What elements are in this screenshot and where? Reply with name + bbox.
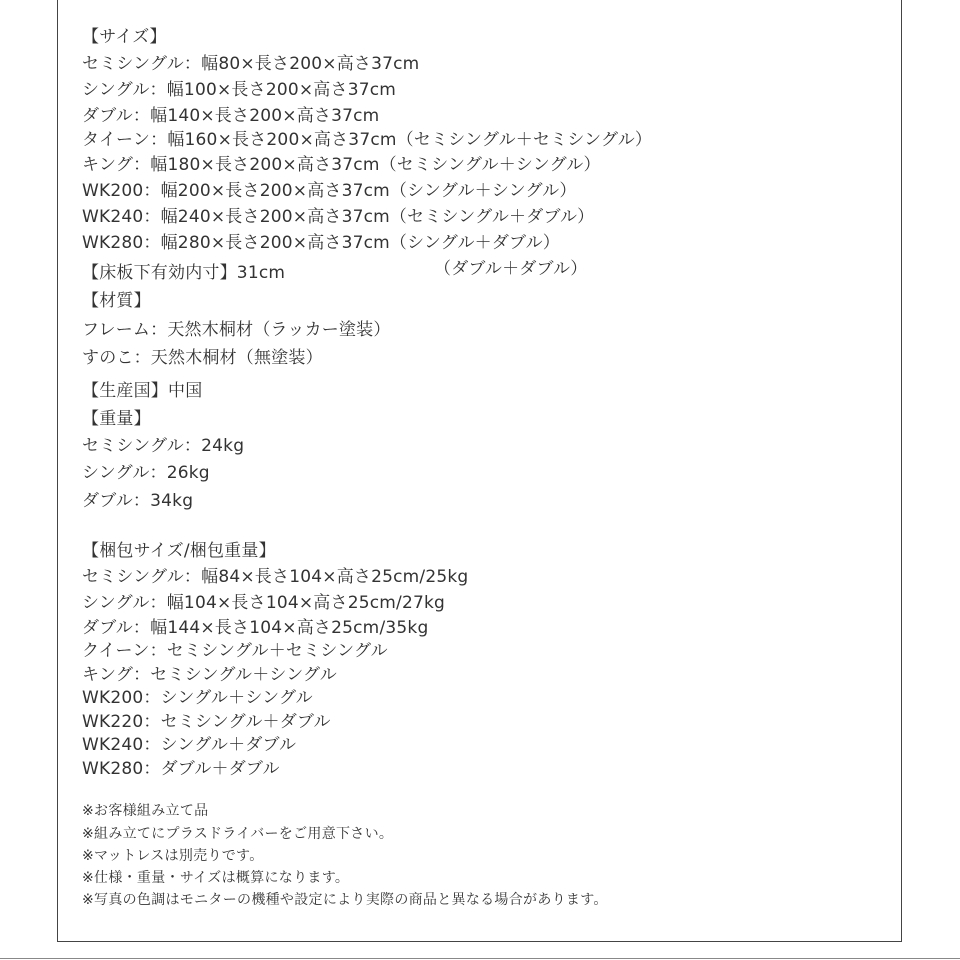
material-heading: 【材質】 [82, 291, 151, 311]
package-wk200: WK200：シングル＋シングル [82, 688, 313, 708]
note-assembly: ※お客様組み立て品 [82, 803, 209, 819]
package-double: ダブル：幅144×長さ104×高さ25cm/35kg [82, 618, 429, 638]
material-slats: すのこ：天然木桐材（無塗装） [82, 348, 323, 368]
under-floor-clearance: 【床板下有効内寸】31cm [82, 263, 286, 283]
package-single: シングル：幅104×長さ104×高さ25cm/27kg [82, 593, 446, 613]
note-screwdriver: ※組み立てにプラスドライバーをご用意下さい。 [82, 826, 394, 842]
package-wk240: WK240：シングル＋ダブル [82, 735, 297, 755]
note-mattress: ※マットレスは別売りです。 [82, 848, 264, 864]
package-semi-single: セミシングル：幅84×長さ104×高さ25cm/25kg [82, 567, 469, 587]
package-heading: 【梱包サイズ/梱包重量】 [82, 541, 276, 561]
note-approximate: ※仕様・重量・サイズは概算になります。 [82, 870, 350, 886]
size-king: キング：幅180×長さ200×高さ37cm（セミシングル＋シングル） [82, 155, 601, 175]
package-wk280: WK280：ダブル＋ダブル [82, 759, 280, 779]
weight-heading: 【重量】 [82, 409, 151, 429]
weight-double: ダブル：34kg [82, 491, 194, 511]
note-photo-color: ※写真の色調はモニターの機種や設定により実際の商品と異なる場合があります。 [82, 892, 608, 908]
size-wk280: WK280：幅280×長さ200×高さ37cm（シングル＋ダブル） [82, 233, 560, 253]
package-queen: クイーン：セミシングル＋セミシングル [82, 641, 388, 661]
size-double: ダブル：幅140×長さ200×高さ37cm [82, 106, 380, 126]
size-wk200: WK200：幅200×長さ200×高さ37cm（シングル＋シングル） [82, 181, 577, 201]
material-frame: フレーム：天然木桐材（ラッカー塗装） [82, 320, 391, 340]
origin-country: 【生産国】中国 [82, 381, 203, 401]
weight-semi-single: セミシングル：24kg [82, 436, 245, 456]
package-king: キング：セミシングル＋シングル [82, 665, 337, 685]
weight-single: シングル：26kg [82, 463, 210, 483]
size-semi-single: セミシングル：幅80×長さ200×高さ37cm [82, 54, 420, 74]
package-wk220: WK220：セミシングル＋ダブル [82, 712, 331, 732]
size-wk280-extra: （ダブル＋ダブル） [434, 259, 588, 279]
size-queen: タイーン：幅160×長さ200×高さ37cm（セミシングル＋セミシングル） [82, 130, 653, 150]
bottom-divider [0, 958, 960, 959]
size-single: シングル：幅100×長さ200×高さ37cm [82, 80, 397, 100]
size-wk240: WK240：幅240×長さ200×高さ37cm（セミシングル＋ダブル） [82, 207, 595, 227]
size-heading: 【サイズ】 [82, 27, 167, 47]
